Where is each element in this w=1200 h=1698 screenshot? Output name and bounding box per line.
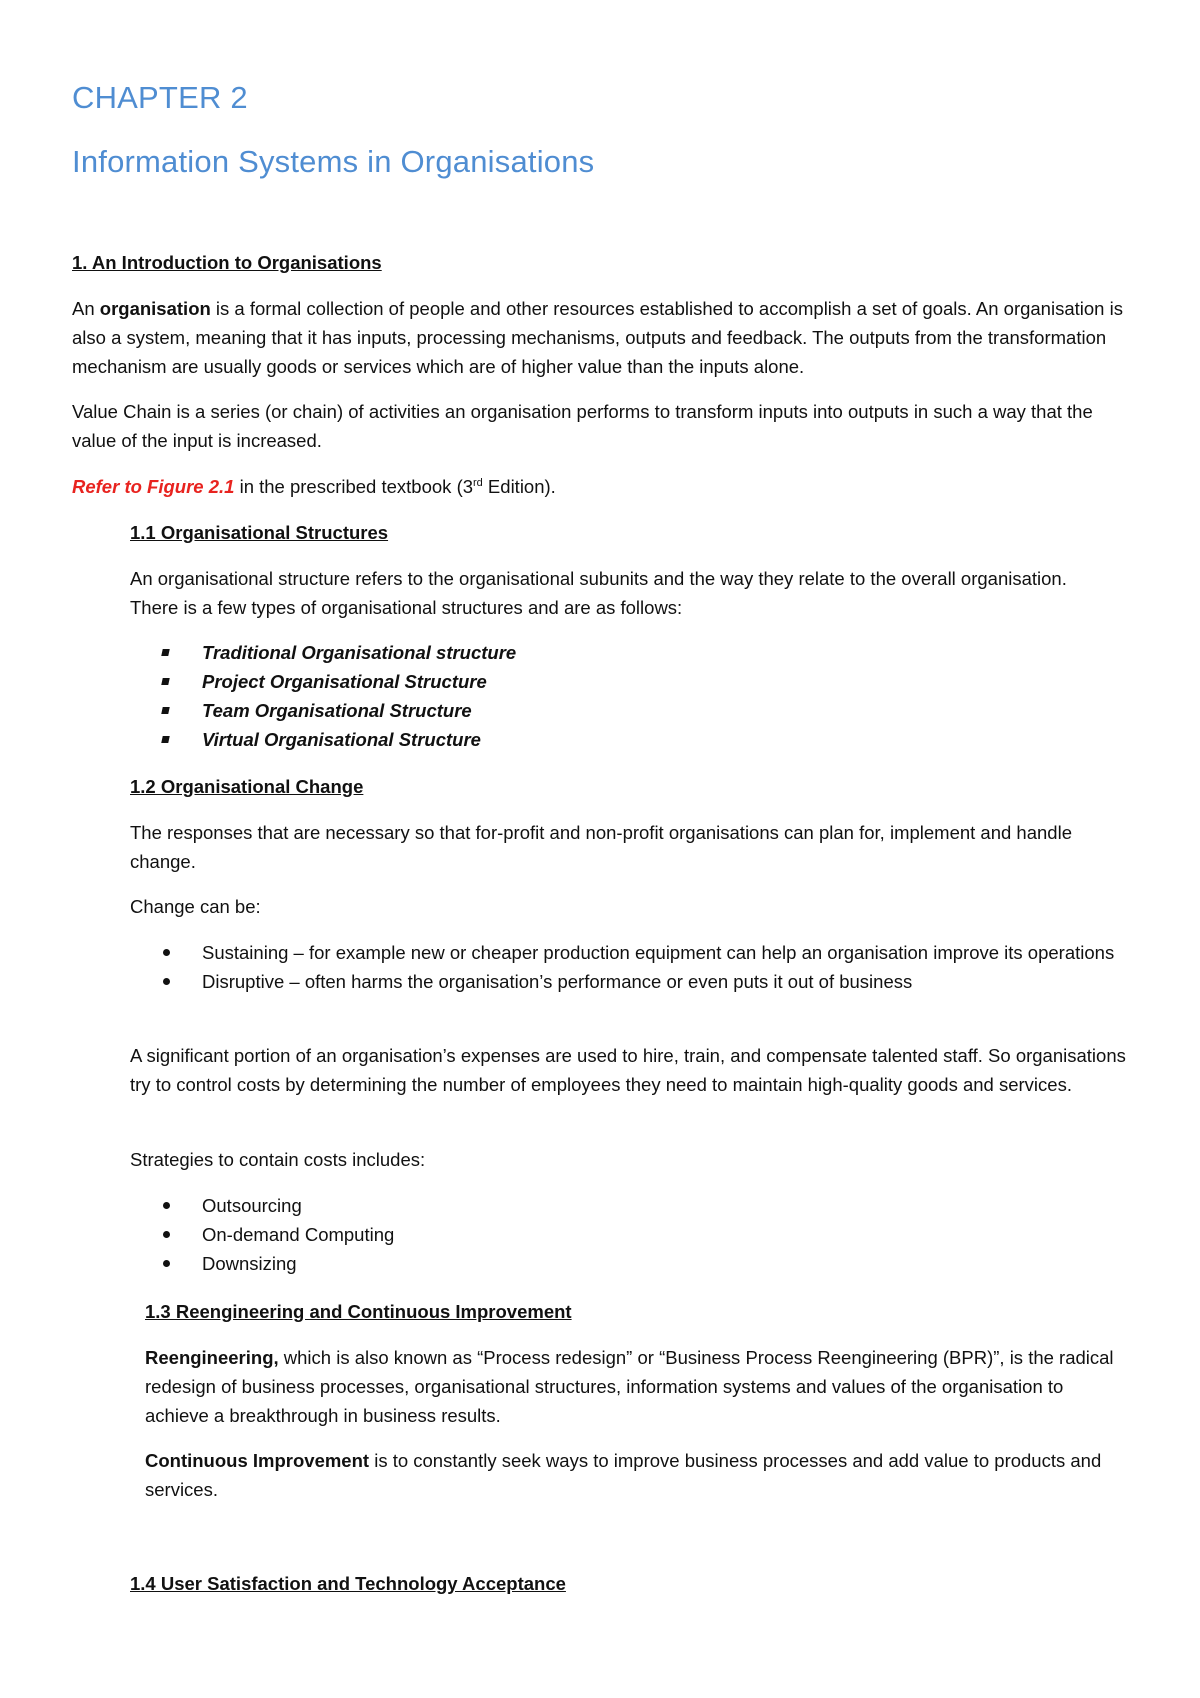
list-item-text: Downsizing [202,1253,297,1274]
list-item [130,725,1030,754]
list-item-text: On-demand Computing [202,1224,395,1245]
list-item-text: Team Organisational Structure [202,700,472,721]
section-1-1-heading: 1.1 Organisational Structures [130,522,389,543]
text-run: in the prescribed textbook (3 [234,476,474,497]
list-item-text: Virtual Organisational Structure [202,729,481,750]
superscript: rd [473,476,483,489]
text-run: is a formal collection of people and other resources established to accomplish a set of goals. An organisation is also a system, meaning that it has inputs, processing mechanisms, outputs and feedback. The outputs from the transformation mechanism are usually goods or services which are of higher value than the inputs alone. [72,298,1123,377]
round-bullet-icon [163,1202,170,1209]
section-1-3-heading: 1.3 Reengineering and Continuous Improvement [145,1301,572,1322]
section-1-4-heading: 1.4 User Satisfaction and Technology Acceptance [130,1573,566,1594]
chapter-title: Information Systems in Organisations [72,144,595,179]
text-run: is to constantly seek ways to improve business processes and add value to products and services. [145,1450,1102,1500]
change-types-list [130,938,1120,996]
round-bullet-icon [163,978,170,985]
section-1-3-paragraph-2 [145,1446,1105,1504]
list-item [130,696,1030,725]
section-1-heading: 1. An Introduction to Organisations [72,252,382,273]
section-1-3-paragraph-1 [145,1343,1130,1430]
list-item-text: Disruptive – often harms the organisation’s performance or even puts it out of business [202,971,913,992]
reengineering-term: Reengineering, [145,1347,279,1368]
list-item [130,638,1030,667]
square-bullet-icon [161,649,169,656]
section-1-1-paragraph: An organisational structure refers to the organisational subunits and the way they relate to the overall organisation. There is a few types of organisational structures and are as follows: [130,568,1067,618]
section-1-paragraph-2: Value Chain is a series (or chain) of activities an organisation performs to transform inputs into outputs in such a way that the value of the input is increased. [72,401,1093,451]
figure-reference [72,472,556,501]
cost-strategies-list [130,1191,1030,1278]
section-1-2-paragraph-1: The responses that are necessary so that for-profit and non-profit organisations can plan for, implement and handle change. [130,822,1072,872]
section-1-2-paragraph-2: Change can be: [130,896,261,917]
round-bullet-icon [163,1260,170,1267]
section-1-2-paragraph-4: Strategies to contain costs includes: [130,1149,426,1170]
section-1-2-paragraph-3: A significant portion of an organisation’s expenses are used to hire, train, and compensate talented staff. So organisations try to control costs by determining the number of employees they need to maintain high-quality goods and services. [130,1045,1126,1095]
list-item [130,667,1030,696]
text-run: which is also known as “Process redesign” or “Business Process Reengineering (BPR)”, is the radical redesign of business processes, organisational structures, information systems and values of the organisation to achieve a breakthrough in business results. [145,1347,1114,1426]
organisation-term: organisation [99,298,211,319]
text-run: Edition). [482,476,556,497]
list-item [130,1191,1030,1220]
section-1-paragraph-1 [72,294,1137,381]
list-item [130,1220,1030,1249]
square-bullet-icon [161,678,169,685]
list-item [130,1249,1030,1278]
text-run: An [72,298,100,319]
list-item [130,967,1120,996]
structure-types-list [130,638,1030,754]
list-item [130,938,1120,967]
square-bullet-icon [161,736,169,743]
square-bullet-icon [161,707,169,714]
section-1-2-heading: 1.2 Organisational Change [130,776,364,797]
round-bullet-icon [163,1231,170,1238]
list-item-text: Traditional Organisational structure [202,642,517,663]
list-item-text: Sustaining – for example new or cheaper production equipment can help an organisation improve its operations [202,942,1115,963]
list-item-text: Outsourcing [202,1195,302,1216]
list-item-text: Project Organisational Structure [202,671,487,692]
figure-link: Refer to Figure 2.1 [72,476,235,497]
round-bullet-icon [163,949,170,956]
continuous-improvement-term: Continuous Improvement [145,1450,370,1471]
chapter-label: CHAPTER 2 [72,80,248,115]
